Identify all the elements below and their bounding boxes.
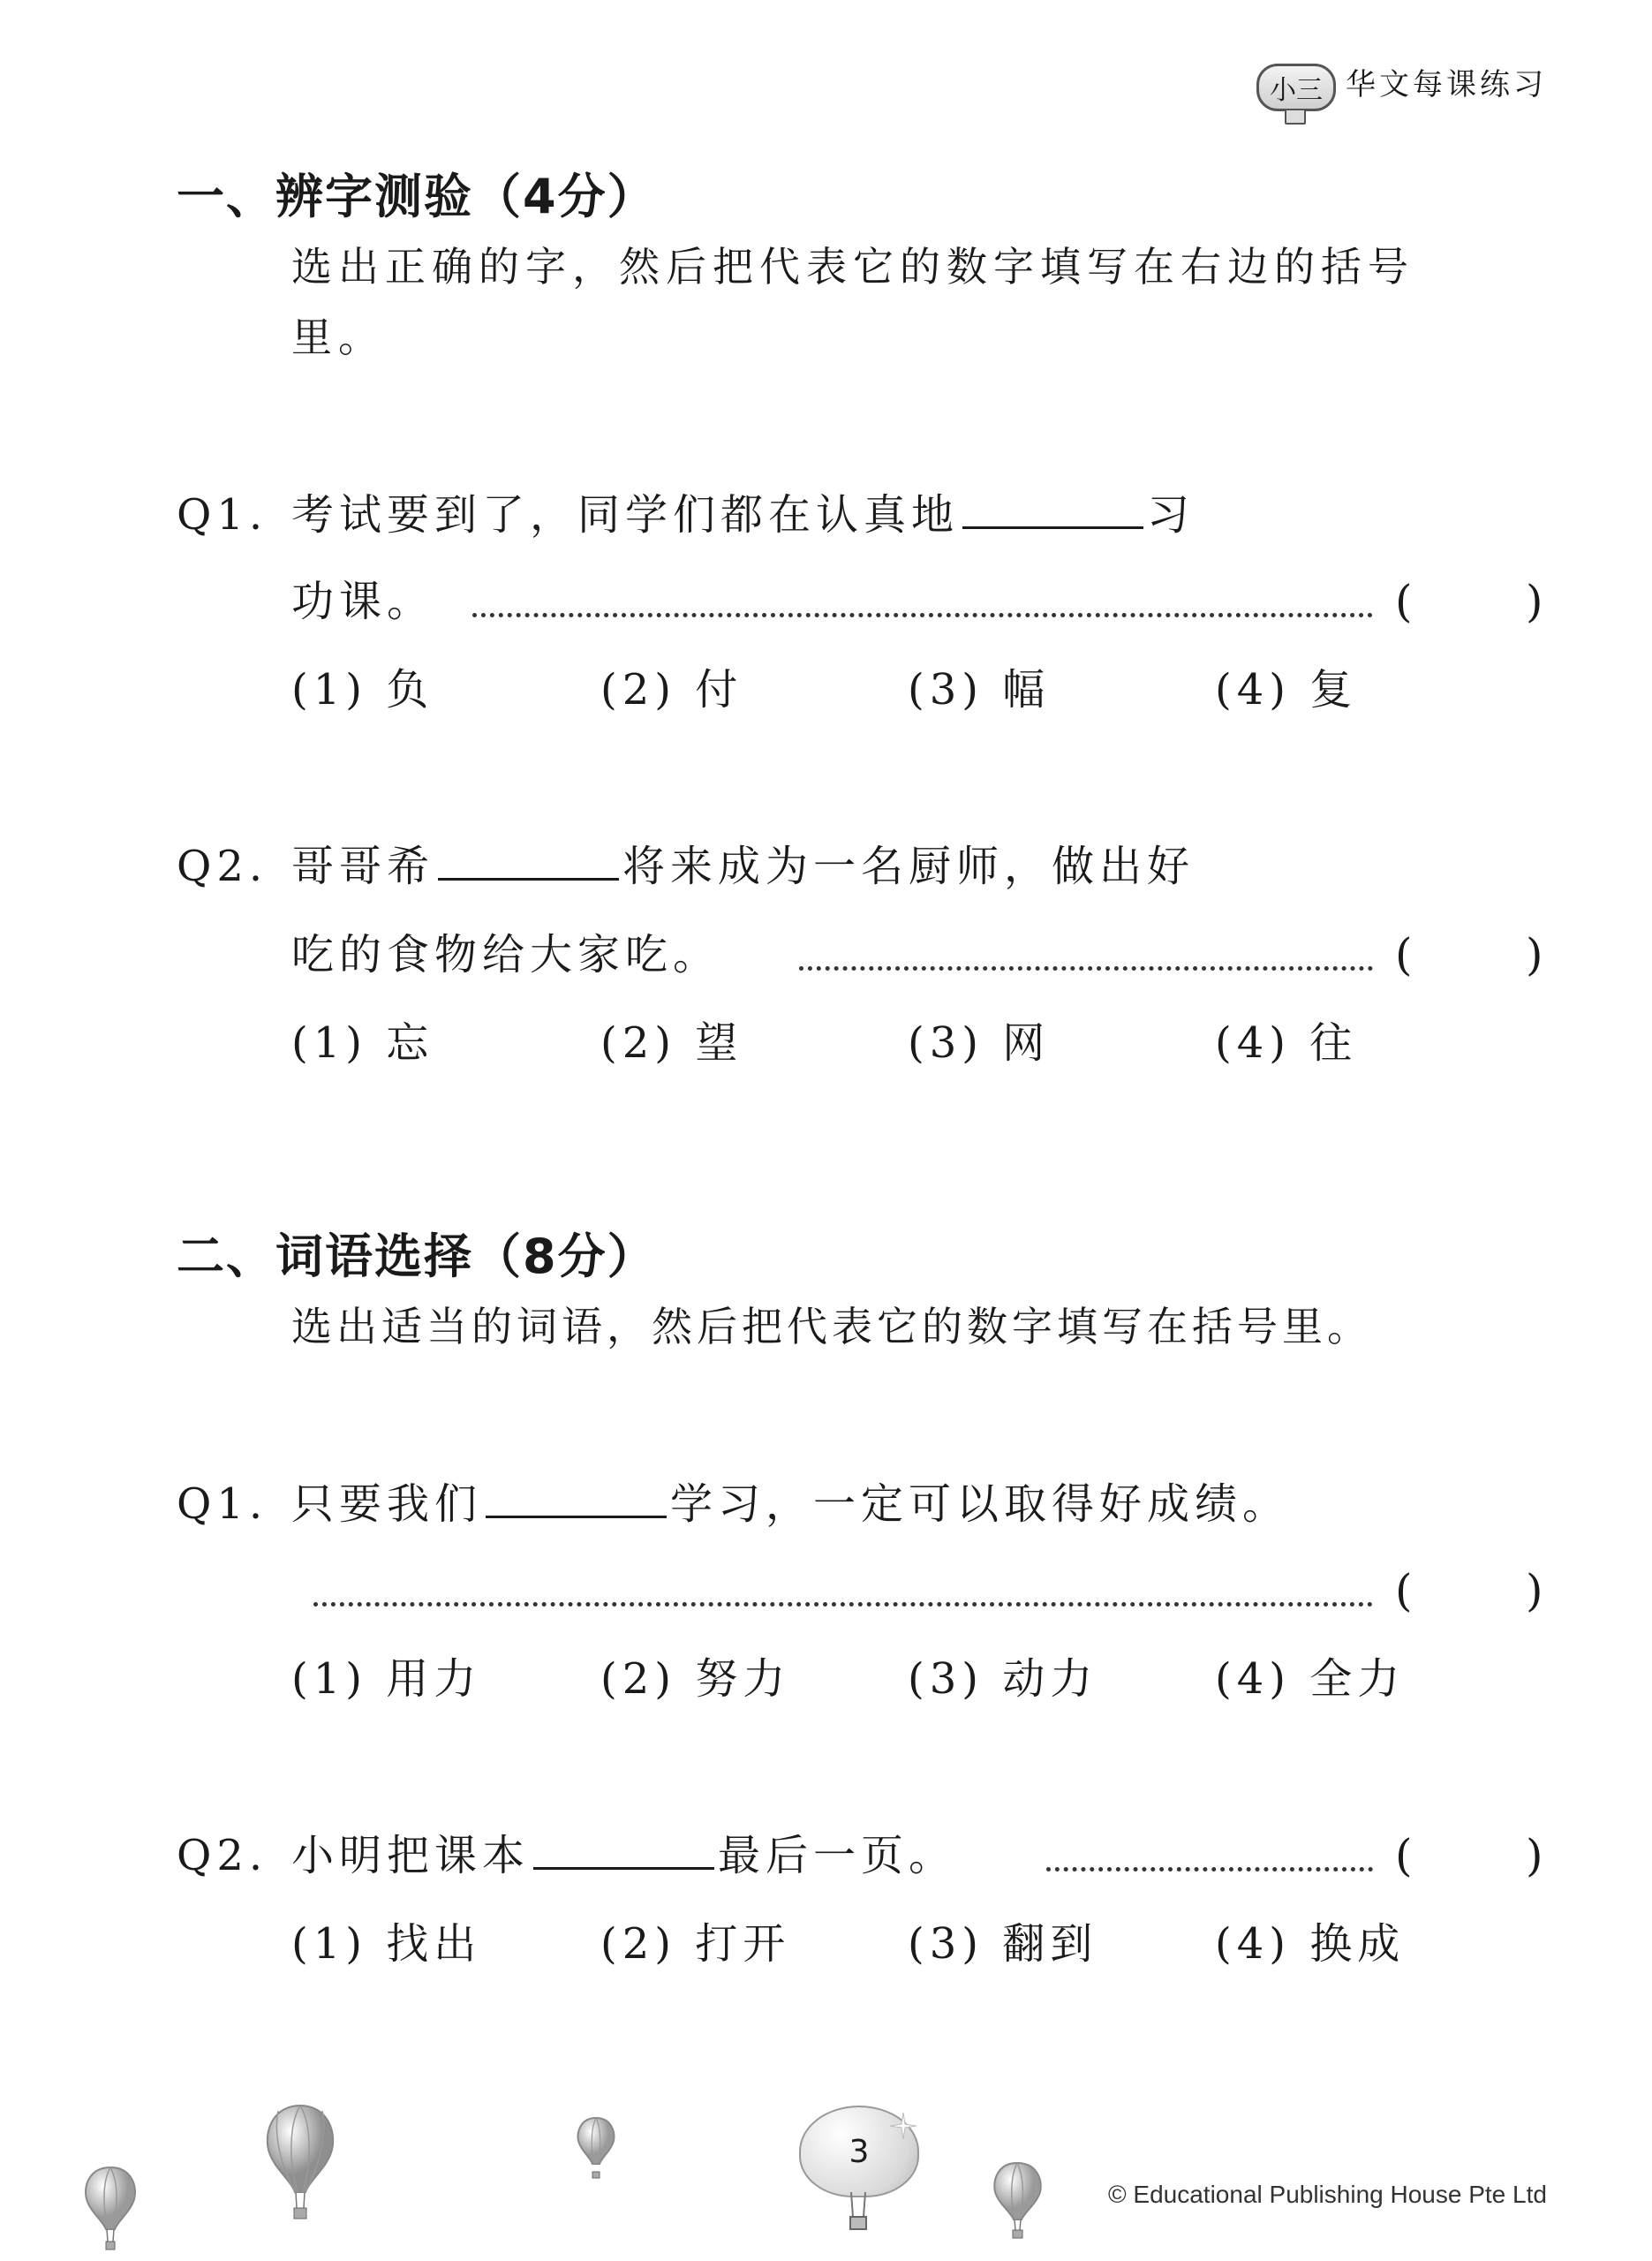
answer-box[interactable] <box>1423 1830 1520 1883</box>
question-line <box>291 1825 956 1887</box>
option-3: (3) 幅 <box>908 665 1051 715</box>
option-1: (1) 忘 <box>291 1018 434 1068</box>
answer-blank[interactable] <box>533 1832 714 1870</box>
dotted-leader <box>313 1602 1373 1607</box>
answer-paren-open: ( <box>1395 1565 1413 1616</box>
option-3: (3) 网 <box>908 1018 1051 1068</box>
balloon-basket-icon <box>1285 109 1306 125</box>
option-4: (4) 复 <box>1215 665 1358 715</box>
page-number: 3 <box>799 2106 919 2197</box>
question-text-after: 将来成为一名厨师，做出好 <box>622 842 1196 891</box>
question-text-before: 考试要到了，同学们都在认真地 <box>291 490 960 540</box>
option-4: (4) 往 <box>1215 1018 1358 1068</box>
answer-paren-close: ) <box>1526 929 1543 980</box>
grade-badge: 小三 <box>1256 64 1336 111</box>
answer-box[interactable] <box>1423 576 1520 629</box>
question-number: Q2. <box>177 842 268 891</box>
question-line2: 功课。 <box>291 577 435 626</box>
option-4: (4) 换成 <box>1215 1919 1406 1969</box>
answer-paren-open: ( <box>1395 929 1413 980</box>
option-1: (1) 负 <box>291 665 434 715</box>
question-line <box>291 1473 1290 1535</box>
question-number: Q1. <box>177 490 268 540</box>
book-title: 华文每课练习 <box>1346 67 1547 102</box>
option-1: (1) 用力 <box>291 1654 482 1704</box>
answer-blank[interactable] <box>486 1480 667 1518</box>
answer-box[interactable] <box>1423 1565 1520 1618</box>
question-text-before: 只要我们 <box>291 1479 483 1529</box>
option-1: (1) 找出 <box>291 1919 482 1969</box>
hot-air-balloon-icon <box>989 2159 1046 2252</box>
balloon-basket-icon <box>841 2192 876 2232</box>
option-2: (2) 望 <box>600 1018 743 1068</box>
dotted-leader <box>1046 1867 1373 1872</box>
question-text-before: 小明把课本 <box>291 1831 531 1880</box>
option-4: (4) 全力 <box>1215 1654 1406 1704</box>
answer-paren-close: ) <box>1526 576 1543 627</box>
answer-blank[interactable] <box>962 491 1143 529</box>
option-2: (2) 努力 <box>600 1654 791 1704</box>
question-line <box>291 484 1195 546</box>
section1-instruction-line2: 里。 <box>291 314 385 361</box>
option-2: (2) 付 <box>600 665 743 715</box>
answer-paren-close: ) <box>1526 1565 1543 1616</box>
hot-air-balloon-icon <box>79 2164 141 2261</box>
question-text-after: 习 <box>1147 490 1196 540</box>
answer-blank[interactable] <box>438 843 619 881</box>
option-2: (2) 打开 <box>600 1919 791 1969</box>
option-3: (3) 翻到 <box>908 1919 1098 1969</box>
question-text-before: 哥哥希 <box>291 842 435 891</box>
answer-paren-open: ( <box>1395 576 1413 627</box>
question-text-after: 最后一页。 <box>718 1831 957 1880</box>
question-text-after: 学习，一定可以取得好成绩。 <box>670 1479 1291 1529</box>
answer-paren-open: ( <box>1395 1830 1413 1881</box>
question-line <box>291 836 1195 897</box>
section2-title: 二、词语选择（8分） <box>177 1229 657 1284</box>
question-number: Q2. <box>177 1831 268 1880</box>
dotted-leader <box>472 613 1373 617</box>
dotted-leader <box>799 966 1373 971</box>
copyright: © Educational Publishing House Pte Ltd <box>1108 2181 1547 2208</box>
question-line2: 吃的食物给大家吃。 <box>291 930 721 979</box>
answer-box[interactable] <box>1423 929 1520 982</box>
hot-air-balloon-icon <box>260 2102 340 2235</box>
question-number: Q1. <box>177 1479 268 1529</box>
hot-air-balloon-icon <box>574 2115 618 2190</box>
sparkle-icon <box>890 2113 917 2139</box>
answer-paren-close: ) <box>1526 1830 1543 1881</box>
section1-title: 一、辨字测验（4分） <box>177 169 657 224</box>
option-3: (3) 动力 <box>908 1654 1098 1704</box>
section1-instruction-line1: 选出正确的字，然后把代表它的数字填写在右边的括号 <box>291 243 1414 291</box>
section2-instruction: 选出适当的词语，然后把代表它的数字填写在括号里。 <box>291 1303 1372 1350</box>
